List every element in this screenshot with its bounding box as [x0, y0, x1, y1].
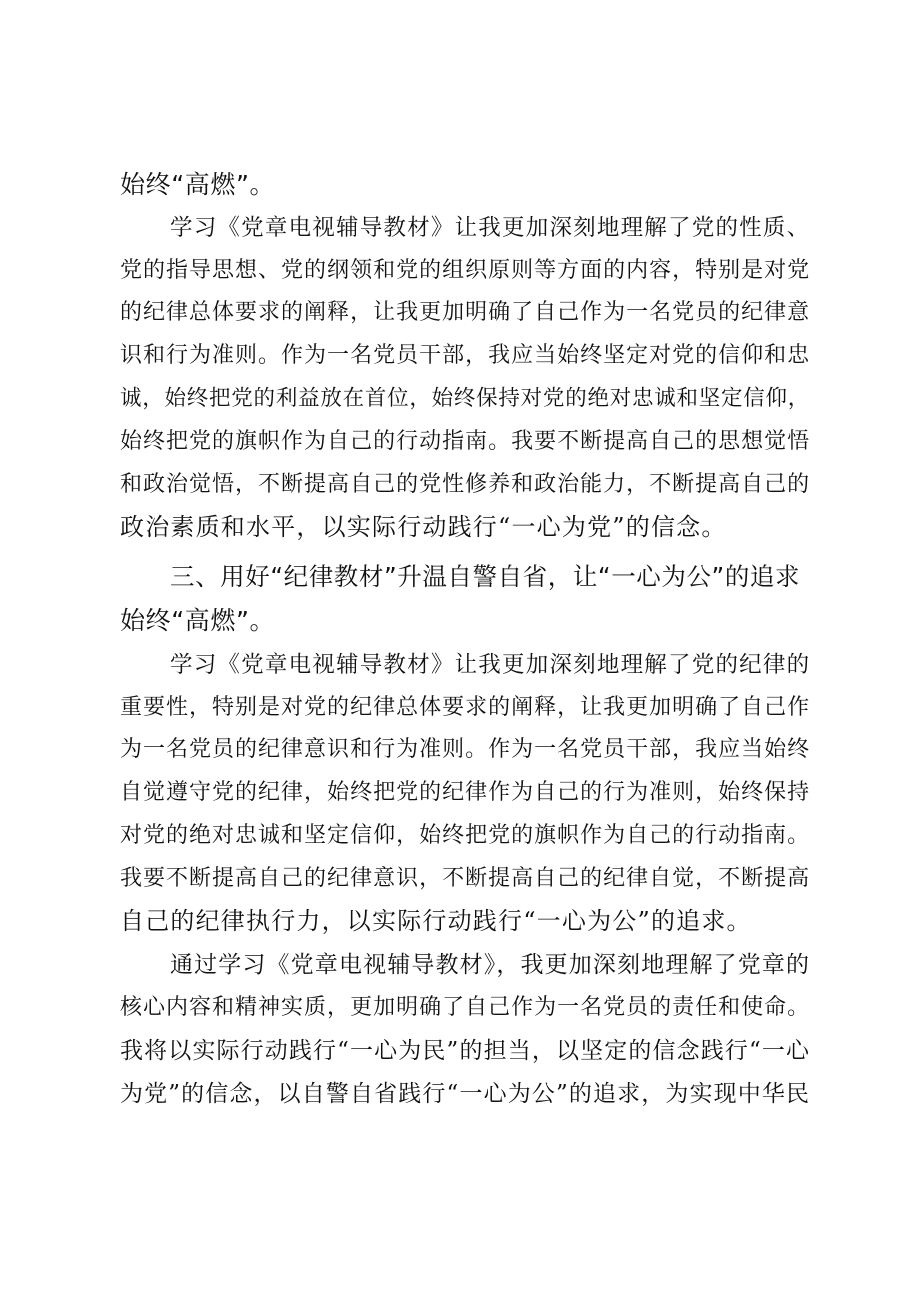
- paragraph-line: 自觉遵守党的纪律，始终把党的纪律作为自己的行为准则，始终保持: [120, 780, 810, 805]
- paragraph-line: 我将以实际行动践行“一心为民”的担当，以坚定的信念践行“一心: [120, 1038, 810, 1064]
- paragraph-line: 我要不断提高自己的纪律意识，不断提高自己的纪律自觉，不断提高: [120, 866, 810, 891]
- section-heading-tail: 始终“高燃”。: [120, 170, 276, 199]
- paragraph-line: 学习《党章电视辅导教材》让我更加深刻地理解了党的纪律的: [170, 652, 810, 678]
- section-heading: 三、用好“纪律教材”升温自警自省，让“一心为公”的追求: [170, 562, 800, 591]
- paragraph-line: 的纪律总体要求的阐释，让我更加明确了自己作为一名党员的纪律意: [120, 300, 810, 325]
- paragraph-line: 和政治觉悟，不断提高自己的党性修养和政治能力，不断提高自己的: [120, 472, 810, 497]
- paragraph-line: 通过学习《党章电视辅导教材》，我更加深刻地理解了党章的: [170, 952, 810, 978]
- paragraph-line: 为一名党员的纪律意识和行为准则。作为一名党员干部，我应当始终: [120, 737, 810, 762]
- paragraph-line: 诚，始终把党的利益放在首位，始终保持对党的绝对忠诚和坚定信仰，: [120, 386, 810, 411]
- paragraph-line: 重要性，特别是对党的纪律总体要求的阐释，让我更加明确了自己作: [120, 695, 810, 720]
- paragraph-line: 核心内容和精神实质，更加明确了自己作为一名党员的责任和使命。: [120, 995, 810, 1020]
- paragraph-line: 政治素质和水平，以实际行动践行“一心为党”的信念。: [120, 513, 727, 541]
- paragraph-line: 党的指导思想、党的纲领和党的组织原则等方面的内容，特别是对党: [120, 258, 810, 283]
- paragraph-line: 对党的绝对忠诚和坚定信仰，始终把党的旗帜作为自己的行动指南。: [120, 823, 810, 848]
- paragraph-line: 始终把党的旗帜作为自己的行动指南。我要不断提高自己的思想觉悟: [120, 429, 810, 454]
- paragraph-line: 为党”的信念，以自警自省践行“一心为公”的追求，为实现中华民: [120, 1081, 810, 1107]
- paragraph-line: 学习《党章电视辅导教材》让我更加深刻地理解了党的性质、: [170, 215, 810, 241]
- paragraph-line: 识和行为准则。作为一名党员干部，我应当始终坚定对党的信仰和忠: [120, 343, 810, 368]
- section-heading: 始终“高燃”。: [120, 606, 276, 635]
- paragraph-line: 自己的纪律执行力，以实际行动践行“一心为公”的追求。: [120, 907, 752, 935]
